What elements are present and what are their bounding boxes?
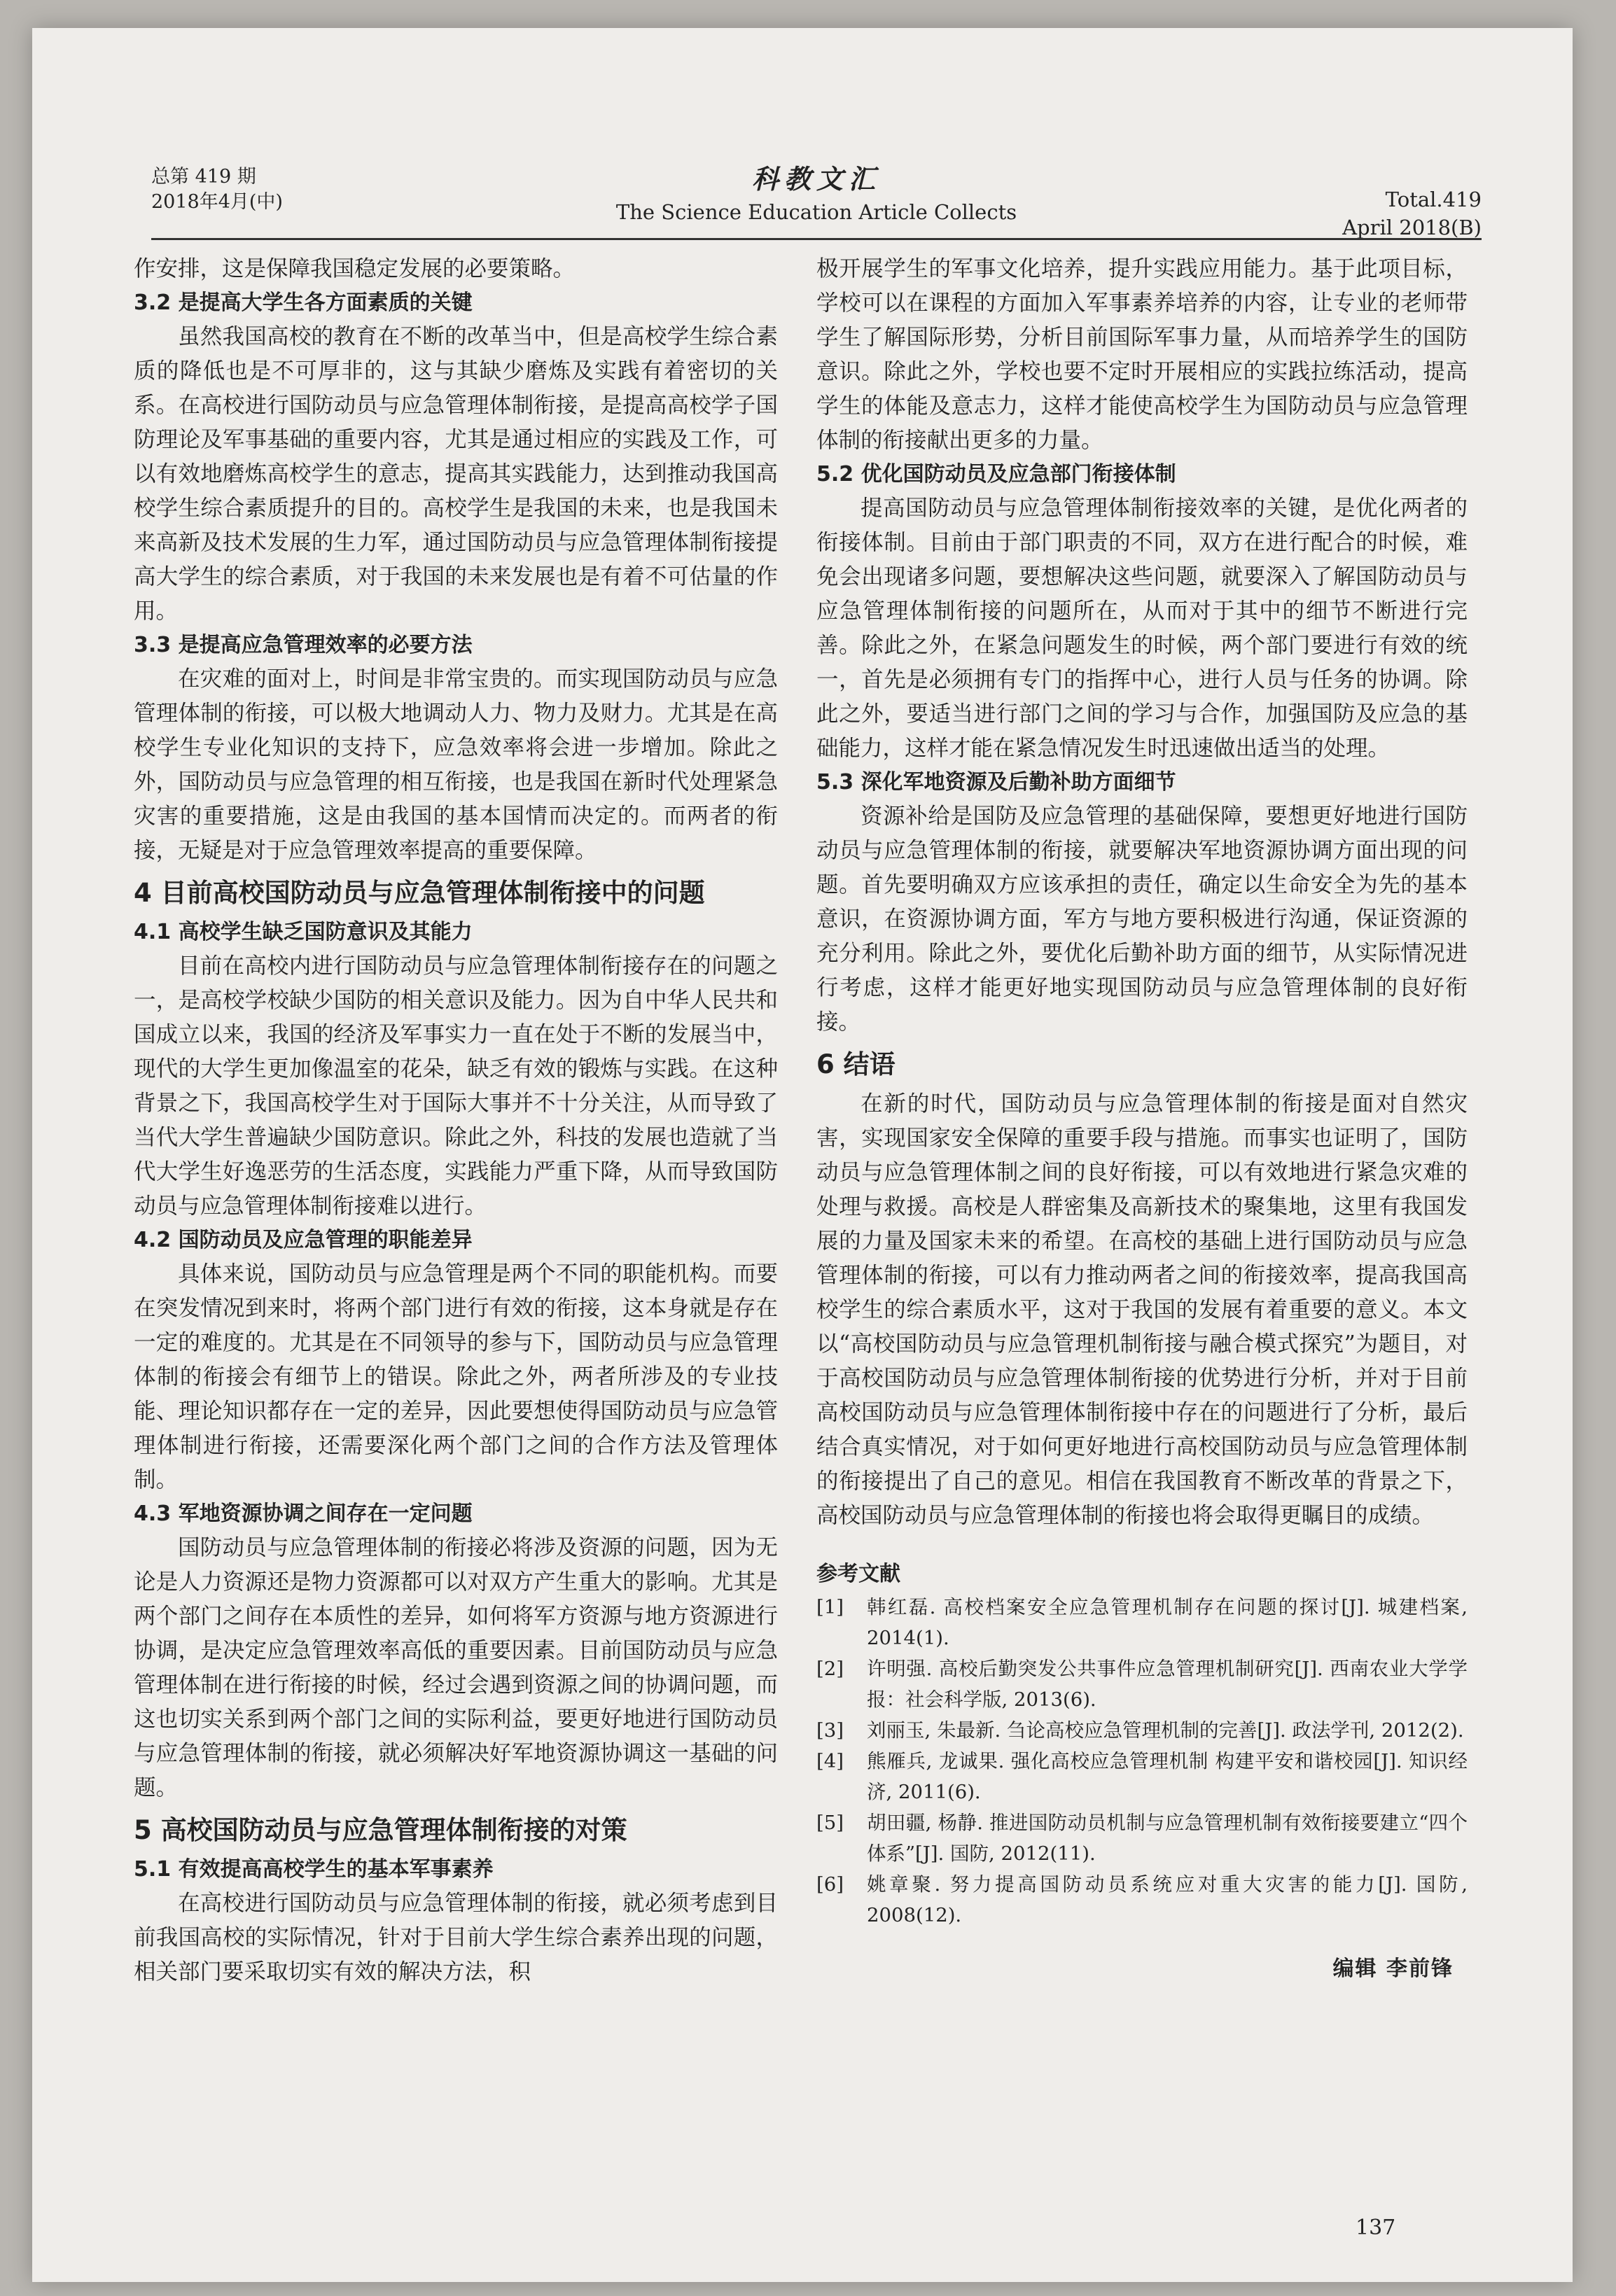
journal-english-title: The Science Education Article Collects bbox=[615, 200, 1017, 224]
issue-number-cn: 总第 419 期 bbox=[151, 166, 256, 188]
paragraph: 提高国防动员与应急管理体制衔接效率的关键，是优化两者的衔接体制。目前由于部门职责的不同，双方在进行配合的时候，难免会出现诸多问题，要想解决这些问题，就要深入了解国防动员与应急管理体制衔接的问题所在，从而对于其中的细节不断进行完善。除此之外，在紧急问题发生的时候，两个部门要进行有效的统一，首先是必须拥有专门的指挥中心，进行人员与任务的协调。除此之外，要适当进行部门之间的学习与合作，加强国防及应急的基础能力，这样才能在紧急情况发生时迅速做出适当的处理。 bbox=[816, 496, 1468, 761]
paragraph: 在灾难的面对上，时间是非常宝贵的。而实现国防动员与应急管理体制的衔接，可以极大地调动人力、物力及财力。尤其是在高校学生专业化知识的支持下，应急效率将会进一步增加。除此之外，国防动员与应急管理的相互衔接，也是我国在新时代处理紧急灾害的重要措施，这是由我国的基本国情而决定的。而两者的衔接，无疑是对于应急管理效率提高的重要保障。 bbox=[134, 666, 778, 863]
journal-page bbox=[32, 28, 1573, 2282]
page-number: 137 bbox=[1356, 2216, 1396, 2240]
reference-number: [5] bbox=[816, 1812, 844, 1834]
reference-text: 胡田疆, 杨静. 推进国防动员机制与应急管理机制有效衔接要建立“四个体系”[J]. 国防, 2012(11). bbox=[867, 1812, 1468, 1865]
journal-logo: 科教文汇 bbox=[751, 163, 881, 195]
paragraph: 具体来说，国防动员与应急管理是两个不同的职能机构。而要在突发情况到来时，将两个部门进行有效的衔接，这本身就是存在一定的难度的。尤其是在不同领导的参与下，国防动员与应急管理体制的衔接会有细节上的错误。除此之外，两者所涉及的专业技能、理论知识都存在一定的差异，因此要想使得国防动员与应急管理体制进行衔接，还需要深化两个部门之间的合作方法及管理体制。 bbox=[134, 1261, 778, 1492]
reference-text: 姚章聚. 努力提高国防动员系统应对重大灾害的能力[J]. 国防, 2008(12). bbox=[867, 1873, 1468, 1926]
paragraph: 极开展学生的军事文化培养，提升实践应用能力。基于此项目标，学校可以在课程的方面加入军事素养培养的内容，让专业的老师带学生了解国际形势，分析目前国际军事力量，从而培养学生的国防意识。除此之外，学校也要不定时开展相应的实践拉练活动，提高学生的体能及意志力，这样才能使高校学生为国防动员与应急管理体制的衔接献出更多的力量。 bbox=[816, 256, 1468, 453]
paragraph: 作安排，这是保障我国稳定发展的必要策略。 bbox=[134, 256, 576, 281]
reference-number: [4] bbox=[816, 1750, 844, 1772]
paragraph: 在新的时代，国防动员与应急管理体制的衔接是面对自然灾害，实现国家安全保障的重要手段与措施。而事实也证明了，国防动员与应急管理体制之间的良好衔接，可以有效地进行紧急灾难的处理与救援。高校是人群密集及高新技术的聚集地，这里有我国发展的力量及国家未来的希望。在高校的基础上进行国防动员与应急管理体制的衔接，可以有力推动两者之间的衔接效率，提高我国高校学生的综合素质水平，这对于我国的发展有着重要的意义。本文以“高校国防动员与应急管理机制衔接与融合模式探究”为题目，对于高校国防动员与应急管理体制衔接的优势进行分析，并对于目前高校国防动员与应急管理体制衔接中存在的问题进行了分析，最后结合真实情况，对于如何更好地进行高校国防动员与应急管理体制的衔接提出了自己的意见。相信在我国教育不断改革的背景之下，高校国防动员与应急管理体制的衔接也将会取得更瞩目的成绩。 bbox=[816, 1091, 1468, 1528]
section-heading-3-3: 3.3 是提高应急管理效率的必要方法 bbox=[134, 633, 473, 657]
paragraph: 在高校进行国防动员与应急管理体制的衔接，就必须考虑到目前我国高校的实际情况，针对于目前大学生综合素养出现的问题，相关部门要采取切实有效的解决方法，积 bbox=[134, 1891, 778, 1984]
reference-number: [6] bbox=[816, 1873, 844, 1896]
reference-item bbox=[816, 1715, 1468, 1746]
paragraph: 国防动员与应急管理体制的衔接必将涉及资源的问题，因为无论是人力资源还是物力资源都可以对双方产生重大的影响。尤其是两个部门之间存在本质性的差异，如何将军方资源与地方资源进行协调，是决定应急管理效率高低的重要因素。目前国防动员与应急管理体制在进行衔接的时候，经过会遇到资源之间的协调问题，而这也切实关系到两个部门之间的实际利益，要更好地进行国防动员与应急管理体制的衔接，就必须解决好军地资源协调这一基础的问题。 bbox=[134, 1535, 778, 1800]
header-center bbox=[571, 158, 1061, 224]
references-heading: 参考文献 bbox=[816, 1562, 900, 1586]
reference-text: 许明强. 高校后勤突发公共事件应急管理机制研究[J]. 西南农业大学学报：社会科学版, 2013(6). bbox=[867, 1658, 1468, 1711]
issue-date-en: April 2018(B) bbox=[1342, 216, 1482, 239]
reference-item bbox=[816, 1869, 1468, 1931]
reference-number: [2] bbox=[816, 1658, 844, 1680]
section-heading-5: 5 高校国防动员与应急管理体制衔接的对策 bbox=[134, 1815, 627, 1845]
reference-item bbox=[816, 1592, 1468, 1653]
reference-item bbox=[816, 1653, 1468, 1715]
section-heading-5-2: 5.2 优化国防动员及应急部门衔接体制 bbox=[816, 462, 1176, 486]
section-heading-4-1: 4.1 高校学生缺乏国防意识及其能力 bbox=[134, 920, 473, 944]
section-heading-4: 4 目前高校国防动员与应急管理体制衔接中的问题 bbox=[134, 878, 705, 908]
header-left bbox=[151, 164, 283, 215]
reference-number: [1] bbox=[816, 1596, 844, 1618]
section-heading-6: 6 结语 bbox=[816, 1049, 896, 1079]
page-header bbox=[151, 144, 1482, 241]
issue-number-en: Total.419 bbox=[1385, 188, 1482, 211]
section-heading-5-3: 5.3 深化军地资源及后勤补助方面细节 bbox=[816, 770, 1176, 794]
reference-text: 熊雁兵, 龙诚果. 强化高校应急管理机制 构建平安和谐校园[J]. 知识经济, 2011(6). bbox=[867, 1750, 1468, 1803]
section-heading-5-1: 5.1 有效提高高校学生的基本军事素养 bbox=[134, 1857, 494, 1882]
section-heading-4-2: 4.2 国防动员及应急管理的职能差异 bbox=[134, 1228, 473, 1252]
editor-credit: 编辑 李前锋 bbox=[1332, 1956, 1454, 1981]
reference-text: 韩红磊. 高校档案安全应急管理机制存在问题的探讨[J]. 城建档案, 2014(1). bbox=[867, 1596, 1468, 1649]
paragraph: 目前在高校内进行国防动员与应急管理体制衔接存在的问题之一，是高校学校缺少国防的相关意识及能力。因为自中华人民共和国成立以来，我国的经济及军事实力一直在处于不断的发展当中，现代的大学生更加像温室的花朵，缺乏有效的锻炼与实践。在这种背景之下，我国高校学生对于国际大事并不十分关注，从而导致了当代大学生普遍缺少国防意识。除此之外，科技的发展也造就了当代大学生好逸恶劳的生活态度，实践能力严重下降，从而导致国防动员与应急管理体制衔接难以进行。 bbox=[134, 953, 778, 1219]
reference-item bbox=[816, 1746, 1468, 1807]
paragraph: 资源补给是国防及应急管理的基础保障，要想更好地进行国防动员与应急管理体制的衔接，就要解决军地资源协调方面出现的问题。首先要明确双方应该承担的责任，确定以生命安全为先的基本意识，在资源协调方面，军方与地方要积极进行沟通，保证资源的充分利用。除此之外，要优化后勤补助方面的细节，从实际情况进行考虑，这样才能更好地实现国防动员与应急管理体制的良好衔接。 bbox=[816, 804, 1468, 1035]
left-column bbox=[134, 252, 778, 1989]
paragraph: 虽然我国高校的教育在不断的改革当中，但是高校学生综合素质的降低也是不可厚非的，这与其缺少磨炼及实践有着密切的关系。在高校进行国防动员与应急管理体制衔接，是提高高校学子国防理论及军事基础的重要内容，尤其是通过相应的实践及工作，可以有效地磨炼高校学生的意志，提高其实践能力，达到推动我国高校学生综合素质提升的目的。高校学生是我国的未来，也是我国未来高新及技术发展的生力军，通过国防动员与应急管理体制衔接提高大学生的综合素质，对于我国的未来发展也是有着不可估量的作用。 bbox=[134, 324, 778, 624]
header-right bbox=[1342, 186, 1482, 241]
reference-number: [3] bbox=[816, 1719, 844, 1742]
references-list bbox=[816, 1592, 1468, 1931]
section-heading-4-3: 4.3 军地资源协调之间存在一定问题 bbox=[134, 1502, 473, 1526]
header-rule bbox=[151, 238, 1482, 240]
section-heading-3-2: 3.2 是提高大学生各方面素质的关键 bbox=[134, 290, 473, 315]
right-column bbox=[816, 252, 1468, 1986]
reference-item bbox=[816, 1807, 1468, 1869]
reference-text: 刘丽玉, 朱最新. 刍论高校应急管理机制的完善[J]. 政法学刊, 2012(2). bbox=[867, 1719, 1464, 1742]
issue-date-cn: 2018年4月(中) bbox=[151, 191, 283, 213]
